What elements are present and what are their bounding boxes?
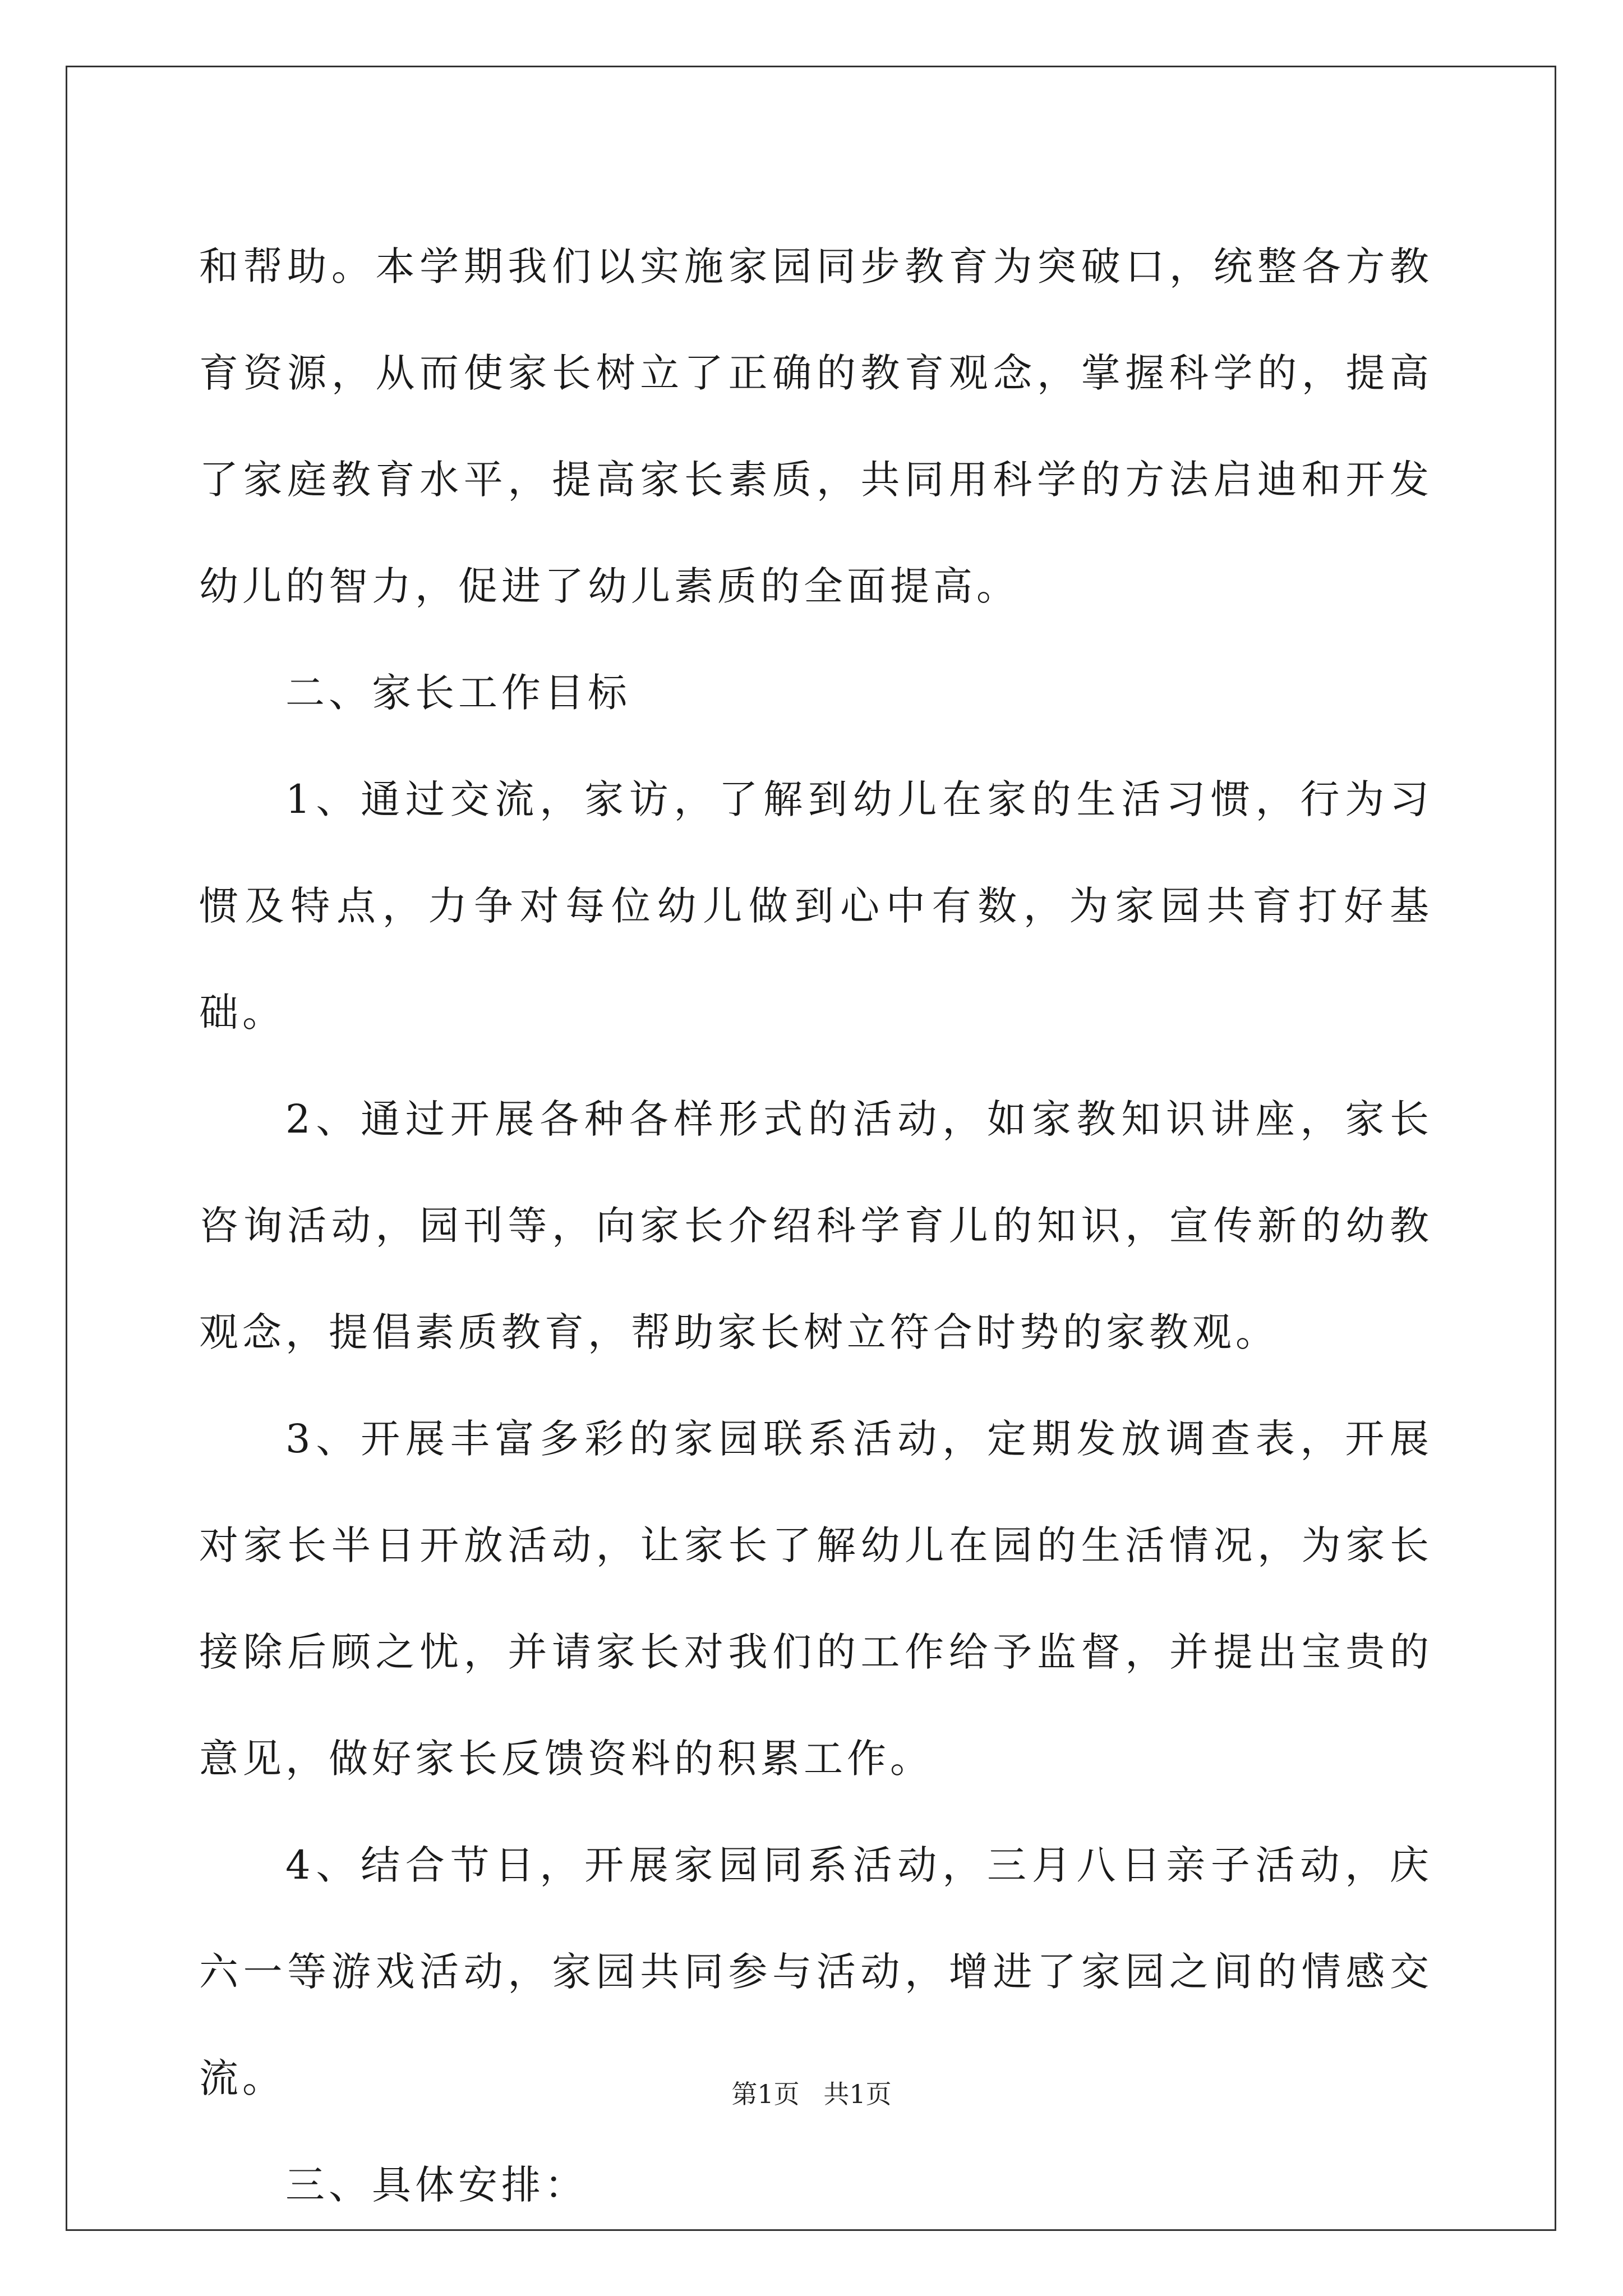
page-footer xyxy=(0,2077,1623,2111)
section-heading-goals: 二、家长工作目标 xyxy=(285,670,631,716)
paragraph-goal-2: 2、通过开展各种各样形式的活动，如家教知识讲座，家长咨询活动，园刊等，向家长介绍科学育儿的知识，宣传新的幼教观念，提倡素质教育，帮助家长树立符合时势的家教观。 xyxy=(199,1096,1433,1355)
paragraph-goal-3: 3、开展丰富多彩的家园联系活动，定期发放调查表，开展对家长半日开放活动，让家长了解幼儿在园的生活情况，为家长接除后顾之忧，并请家长对我们的工作给予监督，并提出宝贵的意见，做好家长反馈资料的积累工作。 xyxy=(199,1416,1433,1782)
section-heading-arrangement: 三、具体安排： xyxy=(285,2162,588,2208)
document-body xyxy=(199,213,1433,2238)
paragraph-continuation: 和帮助。本学期我们以实施家园同步教育为突破口，统整各方教育资源，从而使家长树立了正确的教育观念，掌握科学的，提高了家庭教育水平，提高家长素质，共同用科学的方法启迪和开发幼儿的智力，促进了幼儿素质的全面提高。 xyxy=(199,243,1433,609)
paragraph-goal-4: 4、结合节日，开展家园同系活动，三月八日亲子活动，庆六一等游戏活动，家园共同参与活动，增进了家园之间的情感交流。 xyxy=(199,1842,1433,2101)
page-total: 共1页 xyxy=(823,2079,892,2109)
paragraph-goal-1: 1、通过交流，家访，了解到幼儿在家的生活习惯，行为习惯及特点，力争对每位幼儿做到心中有数，为家园共育打好基础。 xyxy=(199,776,1433,1036)
page-number: 第1页 xyxy=(731,2079,800,2109)
